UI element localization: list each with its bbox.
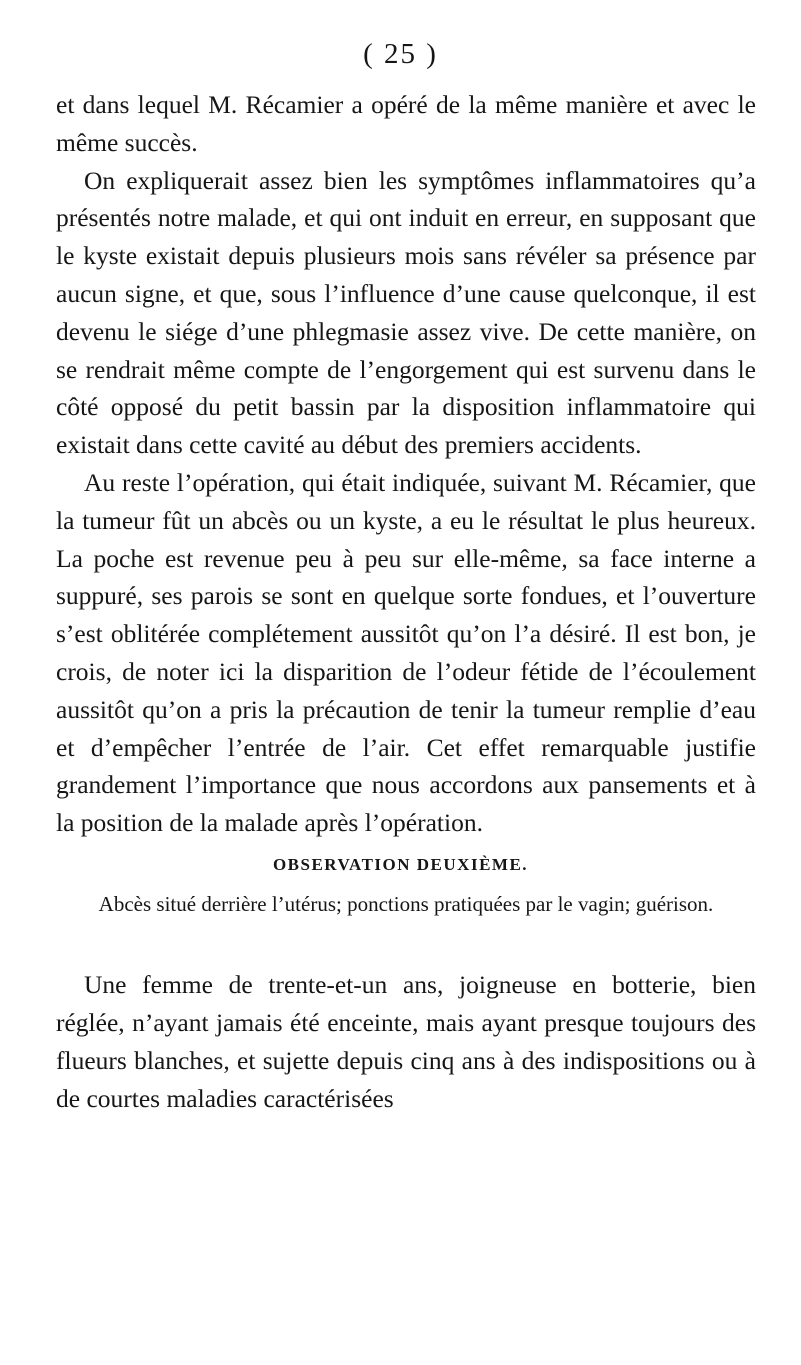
page-number: ( 25 )	[363, 38, 438, 70]
paragraph-case-description: Une femme de trente-et-un ans, joigneuse en botterie, bien réglée, n’ayant jamais été enceinte, mais ayant presque toujours des flueurs blanches, et sujette depuis cinq ans à des indispositions ou à de courtes maladies caractérisées	[56, 970, 756, 1113]
paragraph-operation: Au reste l’opération, qui était indiquée, suivant M. Récamier, que la tumeur fût un abcès ou un kyste, a eu le résultat le plus heureux. La poche est revenue peu à peu sur elle-même, sa face interne a suppuré, ses parois se sont en quelque sorte fondues, et l’ouverture s’est oblitérée complétement aussitôt qu’on l’a désiré. Il est bon, je crois, de noter ici la disparition de l’odeur fétide de l’écoulement aussitôt qu’on a pris la précaution de tenir la tumeur remplie d’eau et d’empêcher l’entrée de l’air. Cet effet remarquable justifie grandement l’importance que nous accordons aux pansements et à la position de la malade après l’opération.	[56, 467, 756, 838]
observation-summary: Abcès situé derrière l’utérus; ponctions pratiquées par le vagin; guérison.	[98, 892, 714, 916]
observation-text	[56, 966, 756, 1118]
paragraph-continuation: et dans lequel M. Récamier a opéré de la même manière et avec le même succès.	[56, 90, 756, 157]
observation-title: OBSERVATION DEUXIÈME.	[272, 855, 529, 874]
paragraph-symptoms: On expliquerait assez bien les symptômes inflammatoires qu’a présentés notre malade, et qui ont induit en erreur, en supposant que le kyste existait depuis plusieurs mois sans révéler sa présence par aucun signe, et que, sous l’influence d’une cause quelconque, il est devenu le siége d’une phlegmasie assez vive. De cette manière, on se rendrait même compte de l’engorgement qui est survenu dans le côté opposé du petit bassin par la disposition inflammatoire qui existait dans cette cavité au début des premiers accidents.	[56, 165, 756, 460]
main-text	[56, 86, 756, 842]
